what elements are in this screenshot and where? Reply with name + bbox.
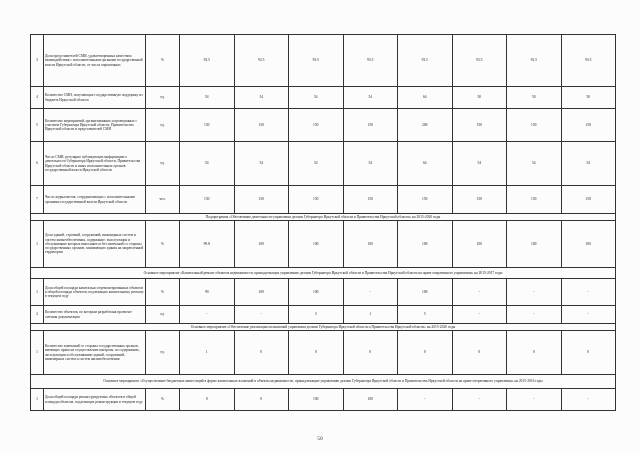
unit-cell: % [146,389,180,411]
value-cell: 150 [180,186,235,214]
value-cell: - [561,279,616,306]
row-number: 6 [31,142,44,186]
value-cell: 150 [507,109,562,142]
section-title: Основное мероприятие «Капитальный ремонт объектов недвижимости, принадлежащих управлению делами Губернатора Иркутской области и Правительства Иркутской области на праве оперативного управления» на 2015-2017 годы [31,268,616,279]
indicator-name: Число СМИ, регулярно публикующих информацию о деятельности Губернатора Иркутской области, Правительства Иркутской области и иных исполнительных органов государственной власти Иркутской области [44,142,146,186]
indicator-name: Доля зданий, строений, сооружений, инженерных систем и систем жизнеобеспечения, содержание, эксплуатация и обслуживание которых выполняется без замечаний со стороны государственных органов, занимающих здания на закрепленной территории [44,221,146,268]
value-cell: 93.5 [398,35,453,87]
value-cell: 93.5 [343,35,398,87]
value-cell: 0 [234,331,289,375]
value-cell: 0 [507,331,562,375]
value-cell: - [452,389,507,411]
value-cell: 54 [234,142,289,186]
value-cell: - [561,306,616,324]
indicator-name: Количество СМИ, получающих государственную поддержку из бюджета Иркутской области [44,87,146,109]
value-cell: 0 [289,331,344,375]
indicator-name: Доля представителей СМИ, удовлетворенных качеством взаимодействия с исполнительными органами государственной власти Иркутской области, от числа опрошенных [44,35,146,87]
section-row [31,324,616,331]
value-cell: 5 [398,306,453,324]
value-cell: 150 [452,186,507,214]
value-cell: 54 [234,87,289,109]
value-cell: 54 [343,87,398,109]
value-cell: 93.5 [561,35,616,87]
row-number: 1 [31,279,44,306]
page-number: 50 [317,436,323,442]
table-row [31,279,616,306]
value-cell: 93.5 [234,35,289,87]
value-cell: 100 [289,389,344,411]
section-title: Основное мероприятие «Обеспечение реализации полномочий управления делами Губернатора Иркутской области и Правительства Иркутской области» на 2015-2020 годы [31,324,616,331]
value-cell: - [507,306,562,324]
row-number: 5 [31,109,44,142]
section-title: Подпрограмма «Обеспечение деятельности управления делами Губернатора Иркутской области и Правительства Иркутской области» на 2015-2020 годы [31,214,616,221]
indicator-name: Количество мероприятий, организованных и проведенных с участием Губернатора Иркутской области, Правительства Иркутской области и представителей СМИ [44,109,146,142]
value-cell: - [343,279,398,306]
value-cell: 150 [289,186,344,214]
unit-cell: ед. [146,331,180,375]
section-row [31,214,616,221]
value-cell: 54 [289,142,344,186]
value-cell: 150 [452,109,507,142]
unit-cell: % [146,35,180,87]
value-cell: 150 [180,109,235,142]
table-row [31,142,616,186]
value-cell: 150 [289,109,344,142]
value-cell: 150 [343,186,398,214]
value-cell: 54 [289,87,344,109]
indicators-table [30,34,616,411]
indicator-name: Количество замечаний со стороны государственных органов, имеющих право на осуществление контроля, по содержанию, эксплуатации и обслуживанию зданий, сооружений, инженерных систем и систем жизнеобеспечения [44,331,146,375]
value-cell: 150 [561,109,616,142]
value-cell: 54 [561,142,616,186]
value-cell: 0 [398,331,453,375]
unit-cell: ед. [146,142,180,186]
value-cell: 100 [343,221,398,268]
value-cell: 54 [180,87,235,109]
row-number: 3 [31,35,44,87]
value-cell: 54 [343,142,398,186]
unit-cell: % [146,221,180,268]
value-cell: 100 [398,221,453,268]
value-cell: 93.5 [507,35,562,87]
row-number: 1 [31,389,44,411]
value-cell: - [234,306,289,324]
table-row [31,331,616,375]
value-cell: 93.5 [289,35,344,87]
value-cell: - [398,389,453,411]
value-cell: 54 [507,142,562,186]
value-cell: - [561,389,616,411]
value-cell: 0 [452,331,507,375]
value-cell: 99.8 [180,221,235,268]
value-cell: 100 [452,221,507,268]
indicator-name: Число журналистов, сотрудничающих с исполнительными органами государственной власти Иркутской области [44,186,146,214]
value-cell: 93.5 [180,35,235,87]
value-cell: 100 [507,221,562,268]
value-cell: - [180,306,235,324]
value-cell: 100 [561,221,616,268]
value-cell: 100 [234,279,289,306]
table-row [31,35,616,87]
value-cell: 54 [452,142,507,186]
unit-cell: ед. [146,109,180,142]
table-row [31,109,616,142]
value-cell: 93.5 [452,35,507,87]
value-cell: 0 [234,389,289,411]
value-cell: - [452,279,507,306]
value-cell: 200 [398,109,453,142]
value-cell: 100 [343,389,398,411]
row-number: 2 [31,306,44,324]
unit-cell: ед. [146,306,180,324]
table-row [31,186,616,214]
value-cell: 150 [343,109,398,142]
section-row [31,375,616,389]
value-cell: 150 [234,109,289,142]
row-number: 4 [31,87,44,109]
value-cell: 0 [343,331,398,375]
section-title: Основное мероприятие «Осуществление бюджетных инвестиций в форме капитальных вложений в объекты недвижимости, принадлежащие управлению делами Губернатора Иркутской области и Правительства Иркутской области на праве оперативного управления» на 2015-2016 годы [31,375,616,389]
table-row [31,221,616,268]
value-cell: 64 [398,87,453,109]
value-cell: 100 [398,279,453,306]
row-number: 7 [31,186,44,214]
indicator-name: Количество объектов, по которым разработана проектно-сметная документация [44,306,146,324]
value-cell: 99 [180,279,235,306]
value-cell: 50 [452,87,507,109]
unit-cell: ед. [146,87,180,109]
row-number: 1 [31,221,44,268]
section-row [31,268,616,279]
value-cell: 100 [234,221,289,268]
value-cell: 54 [180,142,235,186]
value-cell: 50 [561,87,616,109]
value-cell: 0 [561,331,616,375]
value-cell: 3 [289,306,344,324]
table-row [31,306,616,324]
value-cell: 100 [289,221,344,268]
unit-cell: чел. [146,186,180,214]
value-cell: 0 [180,389,235,411]
table-row [31,389,616,411]
value-cell: - [507,279,562,306]
value-cell: 1 [180,331,235,375]
value-cell: 150 [234,186,289,214]
value-cell: - [507,389,562,411]
value-cell: 64 [398,142,453,186]
value-cell: - [452,306,507,324]
row-number: 1 [31,331,44,375]
indicator-name: Доля общей площади реконструируемых объектов в общей площади объектов, подлежащих реконструкции в текущем году [44,389,146,411]
unit-cell: % [146,279,180,306]
table-body [31,35,616,411]
value-cell: 1 [343,306,398,324]
value-cell: 100 [289,279,344,306]
indicator-name: Доля общей площади капитально отремонтированных объектов в общей площади объектов, подлежащих капитальному ремонту в текущем году [44,279,146,306]
value-cell: 50 [507,87,562,109]
value-cell: 150 [561,186,616,214]
table-row [31,87,616,109]
value-cell: 150 [398,186,453,214]
value-cell: 150 [507,186,562,214]
